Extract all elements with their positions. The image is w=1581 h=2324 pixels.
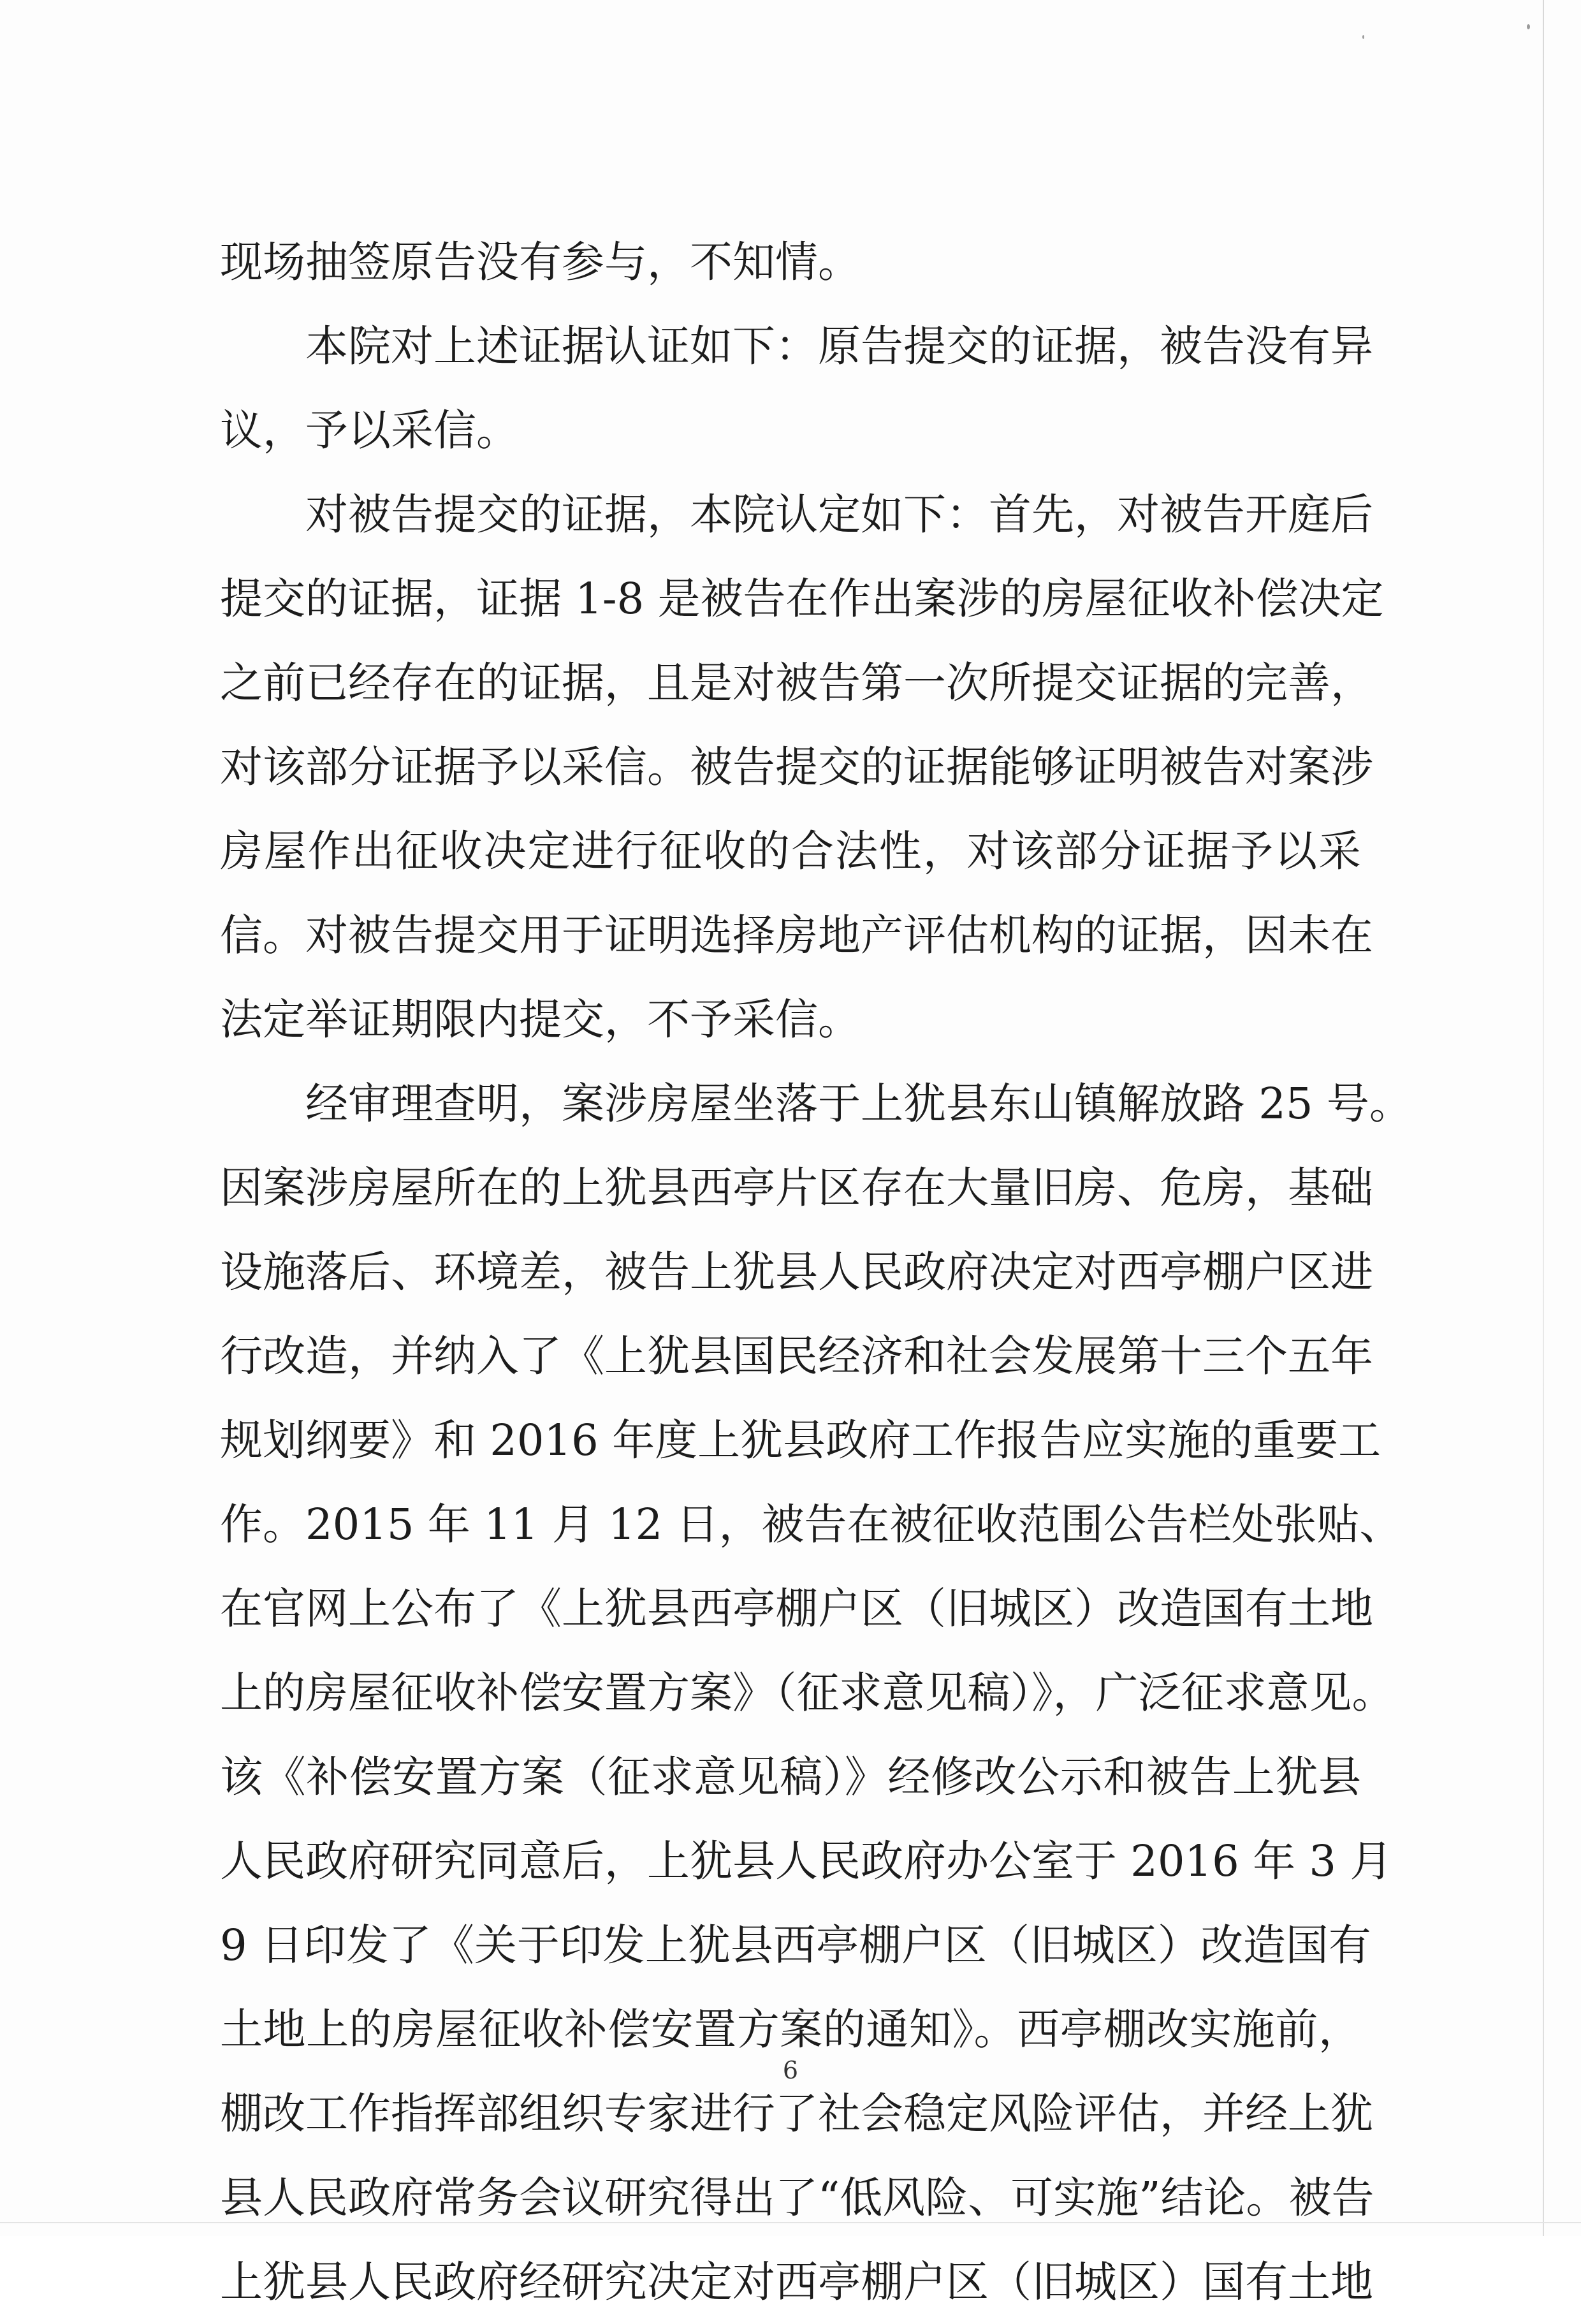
- text-line: 议，予以采信。: [220, 406, 519, 455]
- text-line: 行改造，并纳入了《上犹县国民经济和社会发展第十三个五年: [220, 1331, 1373, 1381]
- text-line: 土地上的房屋征收补偿安置方案的通知》。西亭棚改实施前，: [220, 2005, 1361, 2054]
- text-line: 人民政府研究同意后，上犹县人民政府办公室于 2016 年 3 月: [220, 1836, 1393, 1886]
- text-line: 设施落后、环境差，被告上犹县人民政府决定对西亭棚户区进: [220, 1247, 1373, 1297]
- scan-speck: [1362, 35, 1364, 39]
- text-line: 经审理查明，案涉房屋坐落于上犹县东山镇解放路 25 号。: [305, 1079, 1412, 1129]
- text-line: 对被告提交的证据，本院认定如下：首先，对被告开庭后: [305, 490, 1373, 539]
- text-line: 房屋作出征收决定进行征收的合法性，对该部分证据予以采: [220, 826, 1361, 876]
- text-line: 县人民政府常务会议研究得出了“低风险、可实施”结论。被告: [220, 2173, 1374, 2223]
- text-line: 9 日印发了《关于印发上犹县西亭棚户区（旧城区）改造国有: [220, 1920, 1371, 1970]
- text-line: 棚改工作指挥部组织专家进行了社会稳定风险评估，并经上犹: [220, 2089, 1373, 2138]
- text-line: 在官网上公布了《上犹县西亭棚户区（旧城区）改造国有土地: [220, 1584, 1373, 1633]
- scan-speck: [1527, 24, 1530, 29]
- text-line: 本院对上述证据认证如下：原告提交的证据，被告没有异: [305, 321, 1373, 371]
- text-line: 对该部分证据予以采信。被告提交的证据能够证明被告对案涉: [220, 742, 1373, 792]
- text-line: 上犹县人民政府经研究决定对西亭棚户区（旧城区）国有土地: [220, 2257, 1373, 2307]
- text-line: 之前已经存在的证据，且是对被告第一次所提交证据的完善，: [220, 658, 1373, 708]
- text-line: 上的房屋征收补偿安置方案》（征求意见稿）》，广泛征求意见。: [220, 1668, 1395, 1718]
- text-line: 该《补偿安置方案（征求意见稿）》经修改公示和被告上犹县: [220, 1752, 1361, 1802]
- text-line: 法定举证期限内提交，不予采信。: [220, 995, 861, 1044]
- text-line: 提交的证据，证据 1-8 是被告在作出案涉的房屋征收补偿决定: [220, 574, 1384, 624]
- document-body: [220, 220, 1412, 2324]
- text-line: 作。2015 年 11 月 12 日，被告在被征收范围公告栏处张贴、: [220, 1500, 1402, 1549]
- text-line: 信。对被告提交用于证明选择房地产评估机构的证据，因未在: [220, 910, 1373, 960]
- scan-edge-right: [1543, 0, 1544, 2236]
- text-line: 因案涉房屋所在的上犹县西亭片区存在大量旧房、危房，基础: [220, 1163, 1373, 1213]
- text-line: 规划纲要》和 2016 年度上犹县政府工作报告应实施的重要工: [220, 1415, 1381, 1465]
- page-number: 6: [782, 2056, 799, 2084]
- text-line: 现场抽签原告没有参与，不知情。: [220, 237, 861, 287]
